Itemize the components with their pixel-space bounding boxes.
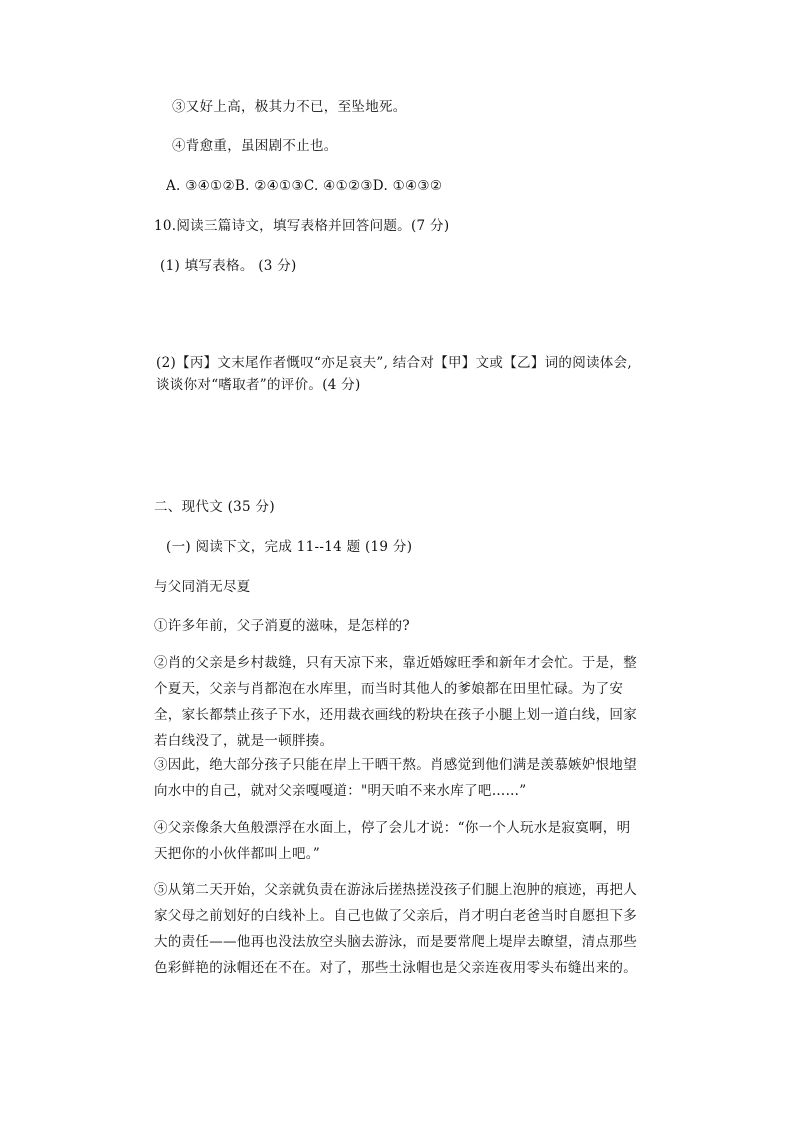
q10-stem: 10.阅读三篇诗文，填写表格并回答问题。(7 分) [154,218,450,234]
q9-option-item-3: ③又好上高，极其力不已，至坠地死。 [172,99,407,115]
q9-answer-choices: A. ③④①②B. ②④①③C. ④①②③D. ①④③② [166,178,443,194]
article-paragraph-5: ⑤从第二天开始，父亲就负责在游泳后搓热搓没孩子们腿上泡肿的痕迹，再把人家父母之前划好的白线补上。自己也做了父亲后，肖才明白老爸当时自愿担下多大的责任——他再也没法放空头脑去游泳，而是要常爬上堤岸去瞭望，清点那些色彩鲜艳的泳帽还在不在。对了，那些土泳帽也是父亲连夜用零头布缝出来的。 [154,882,637,976]
article-title: 与父同消无尽夏 [154,579,251,595]
article-paragraph-2: ②肖的父亲是乡村裁缝，只有天凉下来，靠近婚嫁旺季和新年才会忙。于是，整个夏天，父亲与肖都泡在水库里，而当时其他人的爹娘都在田里忙碌。为了安全，家长都禁止孩子下水，还用裁衣画线的粉块在孩子小腿上划一道白线，回家若白线没了，就是一顿胖揍。 [154,655,637,749]
article-paragraph-1: ①许多年前，父子消夏的滋味，是怎样的? [154,618,410,634]
q10-sub2-line1: (2)【丙】文末尾作者慨叹“亦足哀夫”, 结合对【甲】文或【乙】词的阅读体会, [156,355,632,371]
section2-part1: (一) 阅读下文，完成 11--14 题 (19 分) [166,539,413,555]
article-paragraph-4: ④父亲像条大鱼般漂浮在水面上，停了会儿才说：“你一个人玩水是寂寞啊，明天把你的小伙伴都叫上吧。” [154,820,631,862]
section2-heading: 二、现代文 (35 分) [154,499,275,515]
q9-option-item-4: ④背愈重，虽困剧不止也。 [172,138,338,154]
article-paragraph-3: ③因此，绝大部分孩子只能在岸上干晒干熬。肖感觉到他们满是羡慕嫉妒恨地望向水中的自己，就对父亲嘎嘎道："明天咱不来水库了吧……” [154,757,637,799]
q10-sub1: (1) 填写表格。 (3 分) [160,258,297,274]
q10-sub2-line2: 谈谈你对“嗜取者”的评价。(4 分) [156,377,361,393]
